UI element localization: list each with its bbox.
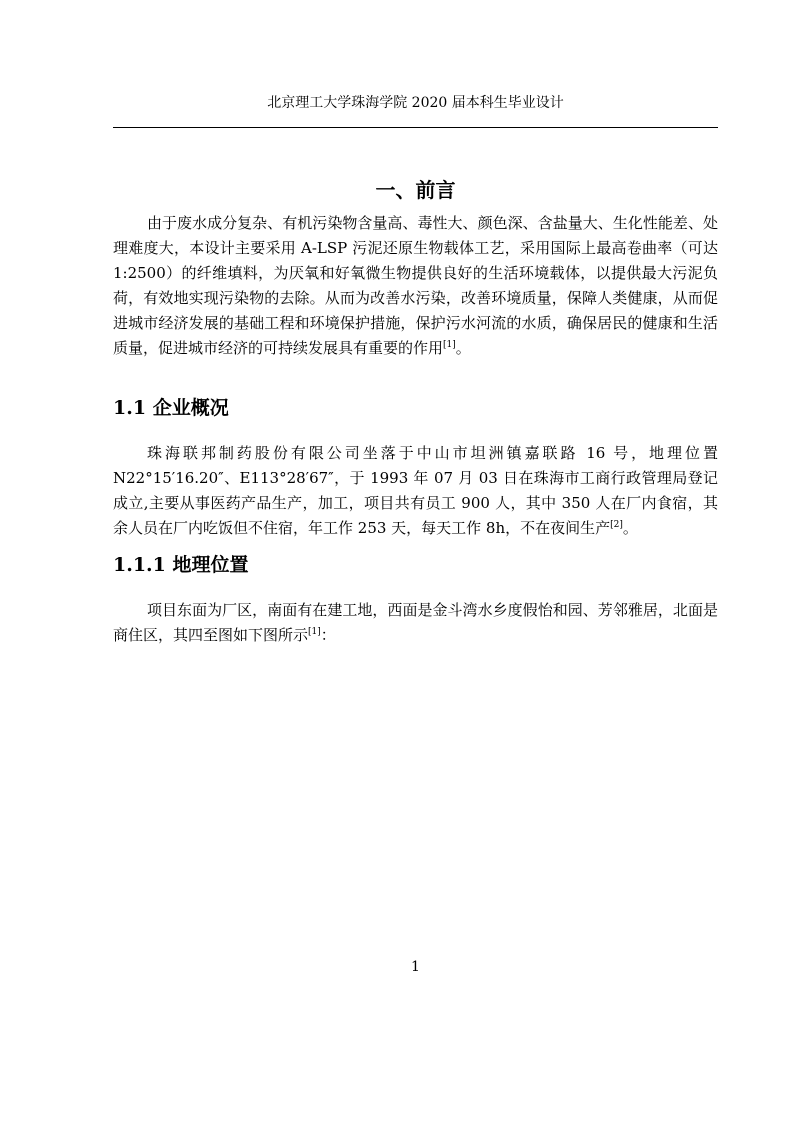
company-overview-paragraph bbox=[113, 441, 718, 541]
chapter-title: 一、前言 bbox=[375, 178, 456, 202]
company-overview-text: 珠海联邦制药股份有限公司坐落于中山市坦洲镇嘉联路 16 号，地理位置 N22°15′16.20″、E113°28′67″，于 1993 年 07 月 03 日在珠海市工商行政管理局登记成立,主要从事医药产品生产，加工，项目共有员工 900 人，其中 350 人在厂内食宿，其余人员在厂内吃饭但不住宿，年工作 253 天，每天工作 8h，不在夜间生产 bbox=[113, 444, 718, 537]
section-heading-1-1-1: 地理位置 bbox=[172, 554, 249, 576]
section-title-1-1 bbox=[113, 395, 718, 421]
intro-paragraph bbox=[113, 211, 718, 361]
section-heading-1-1: 企业概况 bbox=[152, 397, 229, 419]
section-title-1-1-1 bbox=[113, 552, 718, 578]
page-header: 北京理工大学珠海学院 2020 届本科生毕业设计 bbox=[267, 95, 564, 111]
location-paragraph bbox=[113, 598, 718, 648]
section-number-1-1: 1.1 bbox=[113, 397, 147, 419]
location-end: ： bbox=[320, 626, 336, 644]
intro-text: 由于废水成分复杂、有机污染物含量高、毒性大、颜色深、含盐量大、生化性能差、处理难度大，本设计主要采用 A-LSP 污泥还原生物载体工艺，采用国际上最高卷曲率（可达 1:2500）的纤维填料，为厌氧和好氧微生物提供良好的生活环境载体，以提供最大污泥负荷，有效地实现污染物的去除。从而为改善水污染，改善环境质量，保障人类健康，从而促进城市经济发展的基础工程和环境保护措施，保护污水河流的水质，确保居民的健康和生活质量，促进城市经济的可持续发展具有重要的作用 bbox=[113, 214, 718, 357]
section-number-1-1-1: 1.1.1 bbox=[113, 554, 166, 576]
location-text: 项目东面为厂区，南面有在建工地，西面是金斗湾水乡度假怡和园、芳邻雅居，北面是商住区，其四至图如下图所示 bbox=[113, 601, 718, 644]
location-citation[interactable]: [1] bbox=[308, 627, 321, 637]
header-divider bbox=[113, 127, 718, 128]
company-overview-citation[interactable]: [2] bbox=[610, 520, 623, 530]
intro-citation[interactable]: [1] bbox=[443, 340, 456, 350]
page-number: 1 bbox=[411, 959, 420, 975]
company-overview-end: 。 bbox=[622, 519, 638, 537]
intro-end: 。 bbox=[455, 339, 471, 357]
